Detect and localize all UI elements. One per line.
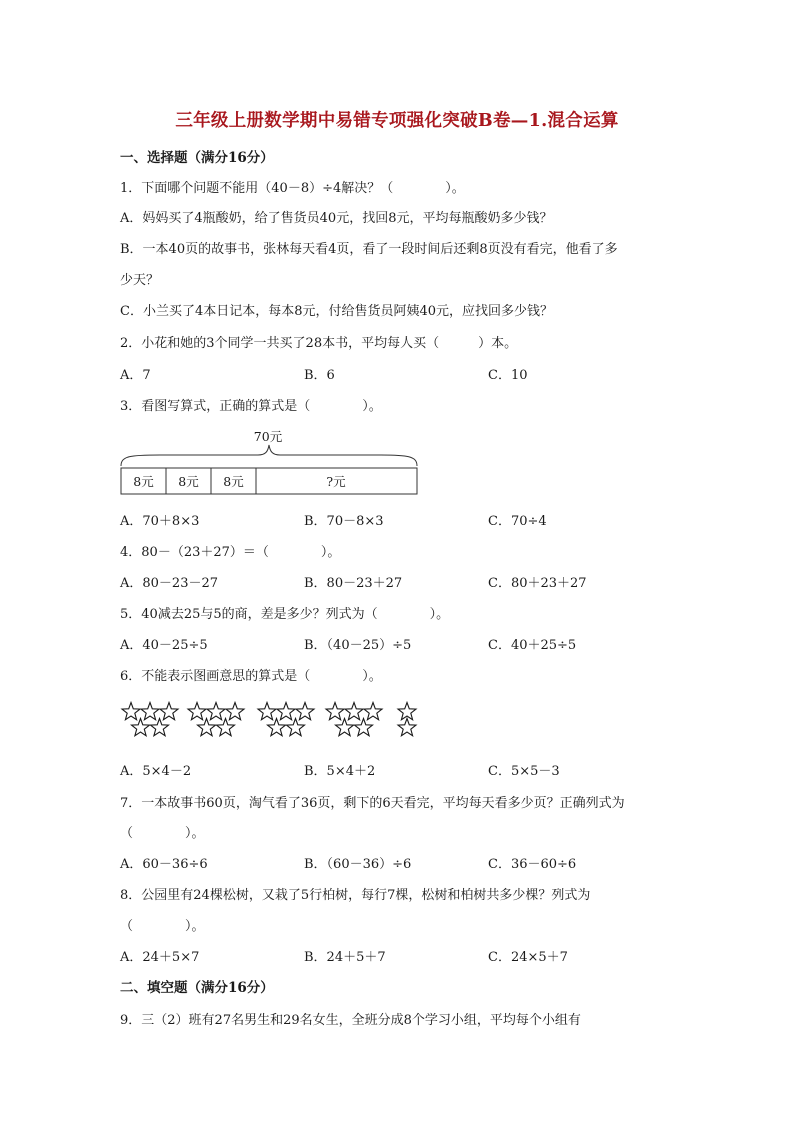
question-3-option-a: A．70＋8×3 (120, 514, 200, 529)
star-icon (326, 703, 344, 720)
question-2-stem: 2．小花和她的3个同学一共买了28本书，平均每人买（ ）本。 (120, 336, 518, 351)
question-1-stem: 1．下面哪个问题不能用（40－8）÷4解决？（ ）。 (120, 181, 465, 196)
question-8-stem-cont: （ ）。 (120, 919, 205, 934)
question-4-option-c: C．80＋23＋27 (488, 576, 587, 591)
question-6-star-picture (120, 701, 430, 741)
star-icon (122, 703, 140, 720)
question-8-option-a: A．24＋5×7 (120, 950, 200, 965)
star-icon (160, 703, 178, 720)
question-3-stem: 3．看图写算式，正确的算式是（ ）。 (120, 399, 382, 414)
question-7-option-b: B．（60－36）÷6 (304, 857, 412, 872)
question-9-stem: 9．三（2）班有27名男生和29名女生，全班分成8个学习小组，平均每个小组有 (120, 1013, 581, 1028)
star-icon (207, 703, 225, 720)
question-1-option-a: A．妈妈买了4瓶酸奶，给了售货员40元，找回8元，平均每瓶酸奶多少钱？ (120, 211, 553, 226)
question-2-option-b: B．6 (304, 368, 335, 383)
star-icon (345, 703, 363, 720)
question-5-stem: 5．40减去25与5的商，差是多少？列式为（ ）。 (120, 607, 450, 622)
question-4-option-a: A．80－23－27 (120, 576, 219, 591)
section-heading-fill-in: 二、填空题（满分16分） (120, 980, 274, 996)
diagram-cell-3: 8元 (223, 474, 244, 489)
question-6-option-a: A．5×4－2 (120, 764, 192, 779)
star-icon (132, 719, 150, 736)
question-1-option-b: B．一本40页的故事书，张林每天看4页，看了一段时间后还剩8页没有看完，他看了多 (120, 242, 618, 257)
star-icon (141, 703, 159, 720)
question-2-option-c: C．10 (488, 368, 528, 383)
star-icon (277, 703, 295, 720)
star-icon (188, 703, 206, 720)
question-7-option-c: C．36－60÷6 (488, 857, 577, 872)
diagram-cell-1: 8元 (133, 474, 154, 489)
diagram-bar (121, 468, 417, 494)
diagram-brace (121, 445, 417, 466)
question-5-option-c: C．40＋25÷5 (488, 638, 577, 653)
star-icon (226, 703, 244, 720)
question-6-option-b: B．5×4＋2 (304, 764, 376, 779)
question-3-option-b: B．70－8×3 (304, 514, 384, 529)
question-5-option-b: B．（40－25）÷5 (304, 638, 412, 653)
section-heading-choice: 一、选择题（满分16分） (120, 150, 274, 166)
star-icon (364, 703, 382, 720)
question-1-option-b-cont: 少天？ (120, 273, 160, 288)
star-icon (287, 719, 305, 736)
star-icon (268, 719, 286, 736)
diagram-cell-2: 8元 (178, 474, 199, 489)
diagram-total-label: 70元 (253, 429, 283, 444)
question-7-stem-cont: （ ）。 (120, 826, 205, 841)
question-6-option-c: C．5×5－3 (488, 764, 560, 779)
question-3-option-c: C．70÷4 (488, 514, 547, 529)
star-icon (336, 719, 354, 736)
star-icon (398, 719, 416, 736)
question-8-stem: 8．公园里有24棵松树，又栽了5行柏树，每行7棵，松树和柏树共多少棵？列式为 (120, 888, 591, 903)
question-7-option-a: A．60－36÷6 (120, 857, 208, 872)
diagram-cell-unknown: ?元 (326, 474, 346, 489)
question-8-option-c: C．24×5＋7 (488, 950, 568, 965)
question-1-option-c: C．小兰买了4本日记本，每本8元，付给售货员阿姨40元，应找回多少钱？ (120, 304, 554, 319)
star-icon (355, 719, 373, 736)
question-4-option-b: B．80－23＋27 (304, 576, 403, 591)
question-2-option-a: A．7 (120, 368, 151, 383)
star-icon (296, 703, 314, 720)
question-5-option-a: A．40－25÷5 (120, 638, 208, 653)
question-3-diagram (120, 423, 420, 498)
question-8-option-b: B．24＋5＋7 (304, 950, 386, 965)
star-icon (217, 719, 235, 736)
question-7-stem: 7．一本故事书60页，淘气看了36页，剩下的6天看完，平均每天看多少页？正确列式为 (120, 796, 625, 811)
star-icon (198, 719, 216, 736)
question-4-stem: 4．80－（23＋27）＝（ ）。 (120, 545, 341, 560)
page-title: 三年级上册数学期中易错专项强化突破B卷—1.混合运算 (175, 111, 619, 131)
star-icon (151, 719, 169, 736)
star-icon (258, 703, 276, 720)
question-6-stem: 6．不能表示图画意思的算式是（ ）。 (120, 669, 382, 684)
